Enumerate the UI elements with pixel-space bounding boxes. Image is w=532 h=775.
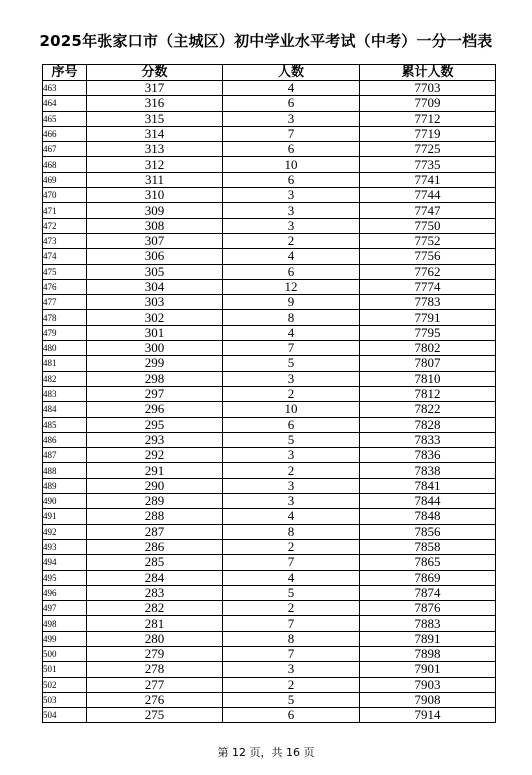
seq-cell: 504 — [43, 708, 87, 723]
table-row — [43, 494, 496, 509]
score-cell: 290 — [87, 478, 223, 493]
score-cell: 311 — [87, 172, 223, 187]
cumulative-cell: 7756 — [360, 249, 496, 264]
count-cell: 7 — [223, 341, 360, 356]
count-cell: 2 — [223, 233, 360, 248]
cumulative-cell: 7841 — [360, 478, 496, 493]
seq-cell: 494 — [43, 555, 87, 570]
count-cell: 9 — [223, 295, 360, 310]
table-header-row — [43, 65, 496, 81]
table-row — [43, 111, 496, 126]
table-row — [43, 601, 496, 616]
cumulative-cell: 7741 — [360, 172, 496, 187]
seq-cell: 469 — [43, 172, 87, 187]
seq-cell: 480 — [43, 341, 87, 356]
score-cell: 314 — [87, 126, 223, 141]
score-cell: 288 — [87, 509, 223, 524]
cumulative-cell: 7822 — [360, 402, 496, 417]
table-row — [43, 386, 496, 401]
table-row — [43, 310, 496, 325]
cumulative-cell: 7783 — [360, 295, 496, 310]
table-row — [43, 203, 496, 218]
seq-cell: 478 — [43, 310, 87, 325]
score-cell: 301 — [87, 325, 223, 340]
table-row — [43, 448, 496, 463]
count-cell: 6 — [223, 96, 360, 111]
table-row — [43, 555, 496, 570]
seq-cell: 502 — [43, 677, 87, 692]
score-cell: 296 — [87, 402, 223, 417]
score-cell: 306 — [87, 249, 223, 264]
count-cell: 3 — [223, 188, 360, 203]
seq-cell: 497 — [43, 601, 87, 616]
score-cell: 280 — [87, 631, 223, 646]
table-row — [43, 662, 496, 677]
table-row — [43, 616, 496, 631]
count-cell: 7 — [223, 616, 360, 631]
seq-cell: 490 — [43, 494, 87, 509]
cumulative-cell: 7876 — [360, 601, 496, 616]
seq-cell: 491 — [43, 509, 87, 524]
column-header-cumulative: 累计人数 — [360, 65, 496, 81]
table-row — [43, 432, 496, 447]
count-cell: 2 — [223, 539, 360, 554]
seq-cell: 492 — [43, 524, 87, 539]
seq-cell: 500 — [43, 646, 87, 661]
count-cell: 5 — [223, 432, 360, 447]
column-header-count: 人数 — [223, 65, 360, 81]
score-cell: 307 — [87, 233, 223, 248]
seq-cell: 479 — [43, 325, 87, 340]
seq-cell: 499 — [43, 631, 87, 646]
count-cell: 3 — [223, 662, 360, 677]
seq-cell: 471 — [43, 203, 87, 218]
table-row — [43, 341, 496, 356]
score-cell: 317 — [87, 81, 223, 96]
count-cell: 6 — [223, 142, 360, 157]
table-row — [43, 631, 496, 646]
cumulative-cell: 7750 — [360, 218, 496, 233]
seq-cell: 464 — [43, 96, 87, 111]
table-row — [43, 356, 496, 371]
column-header-seq: 序号 — [43, 65, 87, 81]
score-cell: 298 — [87, 371, 223, 386]
score-cell: 304 — [87, 279, 223, 294]
page-title: 2025年张家口市（主城区）初中学业水平考试（中考）一分一档表 — [39, 32, 493, 50]
seq-cell: 481 — [43, 356, 87, 371]
score-cell: 283 — [87, 585, 223, 600]
cumulative-cell: 7891 — [360, 631, 496, 646]
column-header-score: 分数 — [87, 65, 223, 81]
cumulative-cell: 7858 — [360, 539, 496, 554]
cumulative-cell: 7844 — [360, 494, 496, 509]
table-row — [43, 264, 496, 279]
count-cell: 6 — [223, 264, 360, 279]
table-row — [43, 524, 496, 539]
cumulative-cell: 7725 — [360, 142, 496, 157]
count-cell: 3 — [223, 371, 360, 386]
table-row — [43, 585, 496, 600]
table-row — [43, 539, 496, 554]
table-row — [43, 692, 496, 707]
score-cell: 305 — [87, 264, 223, 279]
seq-cell: 475 — [43, 264, 87, 279]
cumulative-cell: 7856 — [360, 524, 496, 539]
seq-cell: 476 — [43, 279, 87, 294]
cumulative-cell: 7874 — [360, 585, 496, 600]
count-cell: 3 — [223, 111, 360, 126]
count-cell: 4 — [223, 570, 360, 585]
count-cell: 3 — [223, 203, 360, 218]
seq-cell: 496 — [43, 585, 87, 600]
seq-cell: 498 — [43, 616, 87, 631]
cumulative-cell: 7903 — [360, 677, 496, 692]
table-row — [43, 402, 496, 417]
table-row — [43, 249, 496, 264]
count-cell: 6 — [223, 708, 360, 723]
table-row — [43, 570, 496, 585]
count-cell: 5 — [223, 585, 360, 600]
table-row — [43, 142, 496, 157]
table-row — [43, 478, 496, 493]
score-cell: 285 — [87, 555, 223, 570]
count-cell: 2 — [223, 463, 360, 478]
seq-cell: 473 — [43, 233, 87, 248]
table-row — [43, 677, 496, 692]
cumulative-cell: 7848 — [360, 509, 496, 524]
cumulative-cell: 7744 — [360, 188, 496, 203]
table-row — [43, 172, 496, 187]
cumulative-cell: 7791 — [360, 310, 496, 325]
seq-cell: 467 — [43, 142, 87, 157]
cumulative-cell: 7869 — [360, 570, 496, 585]
seq-cell: 484 — [43, 402, 87, 417]
seq-cell: 487 — [43, 448, 87, 463]
count-cell: 2 — [223, 677, 360, 692]
count-cell: 8 — [223, 524, 360, 539]
score-cell: 312 — [87, 157, 223, 172]
score-cell: 299 — [87, 356, 223, 371]
table-row — [43, 157, 496, 172]
seq-cell: 477 — [43, 295, 87, 310]
table-row — [43, 188, 496, 203]
score-cell: 293 — [87, 432, 223, 447]
score-cell: 303 — [87, 295, 223, 310]
seq-cell: 501 — [43, 662, 87, 677]
seq-cell: 468 — [43, 157, 87, 172]
table-row — [43, 646, 496, 661]
seq-cell: 482 — [43, 371, 87, 386]
cumulative-cell: 7914 — [360, 708, 496, 723]
score-cell: 282 — [87, 601, 223, 616]
table-row — [43, 279, 496, 294]
score-cell: 313 — [87, 142, 223, 157]
cumulative-cell: 7719 — [360, 126, 496, 141]
table-body — [43, 81, 496, 723]
score-cell: 297 — [87, 386, 223, 401]
table-row — [43, 509, 496, 524]
count-cell: 2 — [223, 601, 360, 616]
cumulative-cell: 7752 — [360, 233, 496, 248]
count-cell: 4 — [223, 325, 360, 340]
cumulative-cell: 7802 — [360, 341, 496, 356]
cumulative-cell: 7898 — [360, 646, 496, 661]
seq-cell: 488 — [43, 463, 87, 478]
score-cell: 302 — [87, 310, 223, 325]
seq-cell: 465 — [43, 111, 87, 126]
score-cell: 308 — [87, 218, 223, 233]
table-row — [43, 325, 496, 340]
cumulative-cell: 7709 — [360, 96, 496, 111]
count-cell: 4 — [223, 249, 360, 264]
score-cell: 295 — [87, 417, 223, 432]
table-row — [43, 295, 496, 310]
count-cell: 2 — [223, 386, 360, 401]
count-cell: 3 — [223, 218, 360, 233]
seq-cell: 493 — [43, 539, 87, 554]
count-cell: 10 — [223, 402, 360, 417]
count-cell: 12 — [223, 279, 360, 294]
table-row — [43, 96, 496, 111]
table-row — [43, 218, 496, 233]
page-footer: 第 12 页，共 16 页 — [217, 746, 315, 759]
cumulative-cell: 7828 — [360, 417, 496, 432]
score-cell: 300 — [87, 341, 223, 356]
score-cell: 278 — [87, 662, 223, 677]
cumulative-cell: 7901 — [360, 662, 496, 677]
count-cell: 4 — [223, 81, 360, 96]
score-cell: 315 — [87, 111, 223, 126]
count-cell: 5 — [223, 356, 360, 371]
score-distribution-table — [42, 64, 496, 723]
seq-cell: 495 — [43, 570, 87, 585]
count-cell: 3 — [223, 478, 360, 493]
cumulative-cell: 7810 — [360, 371, 496, 386]
score-cell: 287 — [87, 524, 223, 539]
score-cell: 316 — [87, 96, 223, 111]
score-cell: 286 — [87, 539, 223, 554]
cumulative-cell: 7735 — [360, 157, 496, 172]
cumulative-cell: 7712 — [360, 111, 496, 126]
table-row — [43, 708, 496, 723]
count-cell: 10 — [223, 157, 360, 172]
table-row — [43, 463, 496, 478]
count-cell: 7 — [223, 646, 360, 661]
cumulative-cell: 7865 — [360, 555, 496, 570]
seq-cell: 470 — [43, 188, 87, 203]
cumulative-cell: 7883 — [360, 616, 496, 631]
cumulative-cell: 7838 — [360, 463, 496, 478]
cumulative-cell: 7795 — [360, 325, 496, 340]
count-cell: 8 — [223, 631, 360, 646]
score-cell: 275 — [87, 708, 223, 723]
table-row — [43, 81, 496, 96]
table-row — [43, 371, 496, 386]
score-cell: 284 — [87, 570, 223, 585]
table-row — [43, 233, 496, 248]
seq-cell: 474 — [43, 249, 87, 264]
score-cell: 292 — [87, 448, 223, 463]
seq-cell: 486 — [43, 432, 87, 447]
count-cell: 7 — [223, 555, 360, 570]
count-cell: 6 — [223, 172, 360, 187]
score-cell: 289 — [87, 494, 223, 509]
cumulative-cell: 7812 — [360, 386, 496, 401]
score-cell: 281 — [87, 616, 223, 631]
cumulative-cell: 7836 — [360, 448, 496, 463]
seq-cell: 503 — [43, 692, 87, 707]
score-cell: 279 — [87, 646, 223, 661]
count-cell: 6 — [223, 417, 360, 432]
score-cell: 291 — [87, 463, 223, 478]
cumulative-cell: 7762 — [360, 264, 496, 279]
count-cell: 5 — [223, 692, 360, 707]
seq-cell: 466 — [43, 126, 87, 141]
count-cell: 7 — [223, 126, 360, 141]
cumulative-cell: 7703 — [360, 81, 496, 96]
score-cell: 277 — [87, 677, 223, 692]
cumulative-cell: 7774 — [360, 279, 496, 294]
score-cell: 310 — [87, 188, 223, 203]
count-cell: 3 — [223, 494, 360, 509]
seq-cell: 483 — [43, 386, 87, 401]
count-cell: 4 — [223, 509, 360, 524]
cumulative-cell: 7807 — [360, 356, 496, 371]
score-cell: 276 — [87, 692, 223, 707]
table-row — [43, 417, 496, 432]
cumulative-cell: 7833 — [360, 432, 496, 447]
table-row — [43, 126, 496, 141]
score-cell: 309 — [87, 203, 223, 218]
seq-cell: 485 — [43, 417, 87, 432]
cumulative-cell: 7747 — [360, 203, 496, 218]
seq-cell: 472 — [43, 218, 87, 233]
cumulative-cell: 7908 — [360, 692, 496, 707]
count-cell: 8 — [223, 310, 360, 325]
seq-cell: 463 — [43, 81, 87, 96]
count-cell: 3 — [223, 448, 360, 463]
seq-cell: 489 — [43, 478, 87, 493]
